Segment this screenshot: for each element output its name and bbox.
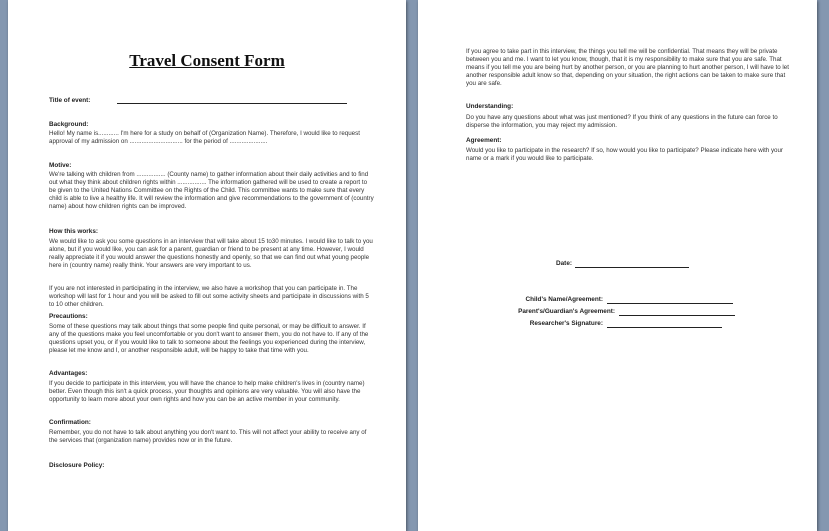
background-text: Hello! My name is............ I'm here for a study on behalf of (Organization Name). Therefore, I would like to request approval of my admission on ............................... for the period of ...................... bbox=[49, 130, 360, 146]
document-page-left bbox=[8, 0, 406, 531]
disclosure-policy-heading: Disclosure Policy: bbox=[49, 462, 105, 469]
how-this-works-heading: How this works: bbox=[49, 228, 99, 235]
child-agreement-field[interactable] bbox=[607, 303, 733, 304]
confidentiality-text: If you agree to take part in this interview, the things you tell me will be confidential. That means they will be private between you and me. I want to let you know, though, that it is my responsibility to make sure that you are safe. That means if you tell me you are being hurt by another person, or you are planning to hurt another person, I will have to let another responsible adult know so that, depending on your situation, the right actions can be taken to make sure that you are safe. bbox=[466, 48, 789, 88]
date-label: Date: bbox=[556, 260, 572, 267]
understanding-heading: Understanding: bbox=[466, 103, 514, 110]
parent-agreement-field[interactable] bbox=[619, 315, 735, 316]
researcher-signature-label: Researcher's Signature: bbox=[529, 320, 603, 327]
parent-agreement-label: Parent's/Guardian's Agreement: bbox=[518, 308, 615, 315]
precautions-text: Some of these questions may talk about things that some people find quite personal, or may be difficult to answer. If any of the questions make you feel uncomfortable or you don't want to answer them, you do not have to. If any of the questions upset you, or if you would like to talk to someone about the feelings you experienced during the interview, please let me know and I, or another responsible adult, will be happy to take that time with you. bbox=[49, 323, 369, 355]
advantages-heading: Advantages: bbox=[49, 370, 88, 377]
how-this-works-text-2: If you are not interested in participating in the interview, we also have a workshop that you can participate in. The workshop will last for 1 hour and you will be asked to fill out some activity sheets and participate in discussions with 5 to 10 other children. bbox=[49, 285, 369, 309]
date-field[interactable] bbox=[575, 267, 689, 268]
document-page-right bbox=[418, 0, 817, 531]
title-of-event-field[interactable] bbox=[117, 103, 347, 104]
advantages-text: If you decide to participate in this interview, you will have the chance to help make children's lives in (country name) better. Even though this isn't a quick process, your thoughts and opinions are very valuable. You will also have the opportunity to learn more about your own rights and how you can be an active member in your community. bbox=[49, 380, 365, 404]
understanding-text: Do you have any questions about what was just mentioned? If you think of any questions in the future can force to disperse the information, you may reject my admission. bbox=[466, 114, 778, 130]
how-this-works-text-1: We would like to ask you some questions in an interview that will take about 15 to30 minutes. I would like to talk to you alone, but if you would like, you can ask for a parent, guardian or friend to be present at any time. However, I would really appreciate it if you would answer the questions honestly and openly, so that we can find out what young people here in (country name) really think. Your answers are very important to us. bbox=[49, 238, 373, 270]
motive-text: We're talking with children from ................. (County name) to gather information about their daily activities and to find out what they think about children rights within ................. The information gathered will be used to create a report to be given to the United Nations Committee on the Rights of the Child. This committee wants to make sure that every child is able to live a healthy life. It will review the information and give recommendations to the government of (country name) about how children rights can be improved. bbox=[49, 171, 374, 211]
background-heading: Background: bbox=[49, 121, 89, 128]
agreement-text: Would you like to participate in the research? If so, how would you like to participate? Please indicate here with your name or a mark if you would like to participate. bbox=[466, 147, 783, 163]
agreement-heading: Agreement: bbox=[466, 137, 502, 144]
child-agreement-label: Child's Name/Agreement: bbox=[525, 296, 603, 303]
precautions-heading: Precautions: bbox=[49, 313, 88, 320]
confirmation-text: Remember, you do not have to talk about anything you don't want to. This will not affect your ability to receive any of the services that (organization name) provides now or in the future. bbox=[49, 429, 367, 445]
form-title: Travel Consent Form bbox=[129, 51, 285, 70]
confirmation-heading: Confirmation: bbox=[49, 419, 91, 426]
motive-heading: Motive: bbox=[49, 162, 72, 169]
researcher-signature-field[interactable] bbox=[607, 327, 722, 328]
title-of-event-label: Title of event: bbox=[49, 97, 91, 104]
